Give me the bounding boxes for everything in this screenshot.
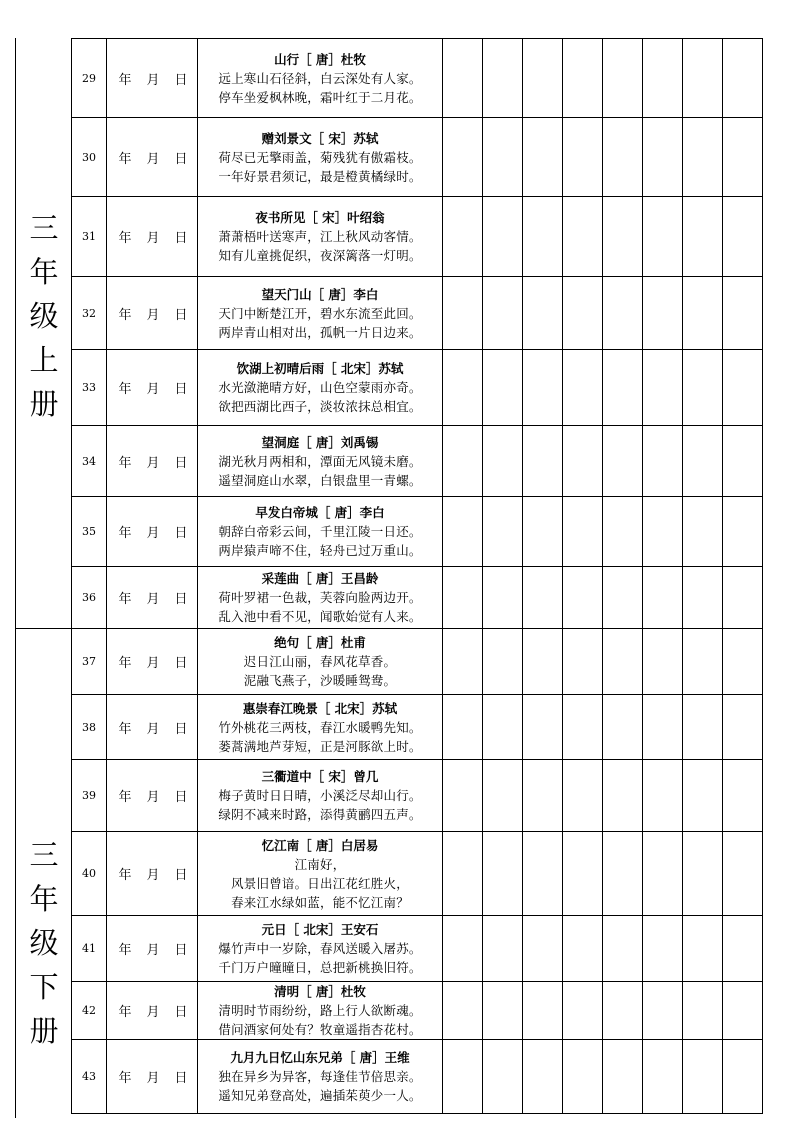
date-month-label: 月 (146, 868, 160, 883)
date-cell[interactable] (107, 629, 198, 695)
date-cell[interactable] (107, 197, 198, 277)
date-month-label: 月 (146, 382, 160, 397)
check-cell[interactable] (523, 426, 563, 497)
date-cell[interactable] (107, 982, 198, 1040)
check-cell[interactable] (643, 118, 683, 197)
date-month-label: 月 (146, 72, 160, 88)
check-cell[interactable] (603, 760, 643, 832)
row-number: 39 (72, 760, 107, 832)
check-cell[interactable] (643, 197, 683, 277)
date-day-label: 日 (174, 656, 188, 671)
poem-title: 清明［ 唐］杜牧 (274, 984, 366, 999)
check-cell[interactable] (643, 426, 683, 497)
check-cell[interactable] (603, 567, 643, 629)
check-cell[interactable] (483, 832, 523, 916)
check-cell[interactable] (563, 982, 603, 1040)
table-row (72, 497, 763, 567)
poem-cell (198, 760, 443, 832)
date-cell[interactable] (107, 39, 198, 118)
check-cell[interactable] (563, 1040, 603, 1114)
date-month-label: 月 (146, 1005, 160, 1020)
check-cell[interactable] (643, 760, 683, 832)
check-cell[interactable] (523, 497, 563, 567)
check-cell[interactable] (603, 832, 643, 916)
date-day-label: 日 (174, 868, 188, 883)
check-cell[interactable] (683, 760, 723, 832)
check-cell[interactable] (443, 695, 483, 760)
check-cell[interactable] (723, 118, 763, 197)
check-cell[interactable] (603, 118, 643, 197)
check-cell[interactable] (523, 832, 563, 916)
check-cell[interactable] (683, 426, 723, 497)
date-day-label: 日 (174, 943, 188, 958)
poem-line: 荷叶罗裙一色裁，芙蓉向脸两边开。 (218, 590, 422, 605)
check-cell[interactable] (443, 497, 483, 567)
table-row (72, 916, 763, 982)
check-cell[interactable] (723, 197, 763, 277)
poem-line: 春来江水绿如蓝，能不忆江南？ (231, 894, 409, 910)
check-cell[interactable] (443, 629, 483, 695)
date-month-label: 月 (146, 307, 160, 323)
check-cell[interactable] (603, 497, 643, 567)
poem-line: 水光潋滟晴方好，山色空蒙雨亦奇。 (218, 380, 422, 395)
date-year-label: 年 (118, 943, 132, 958)
section-label-lower (26, 833, 62, 1053)
poem-line: 停车坐爱枫林晚，霜叶红于二月花。 (218, 89, 422, 105)
check-cell[interactable] (523, 629, 563, 695)
check-cell[interactable] (483, 1040, 523, 1114)
poem-cell (198, 497, 443, 567)
poem-cell (198, 629, 443, 695)
left-border-line (15, 38, 16, 1118)
check-cell[interactable] (603, 916, 643, 982)
check-cell[interactable] (723, 350, 763, 426)
row-number: 33 (72, 350, 107, 426)
check-cell[interactable] (683, 982, 723, 1040)
check-cell[interactable] (443, 982, 483, 1040)
date-year-label: 年 (118, 382, 132, 397)
check-cell[interactable] (643, 695, 683, 760)
date-month-label: 月 (146, 721, 160, 737)
check-cell[interactable] (483, 760, 523, 832)
table-row (72, 197, 763, 277)
check-cell[interactable] (483, 350, 523, 426)
row-number: 43 (72, 1040, 107, 1114)
poem-line: 借问酒家何处有？牧童遥指杏花村。 (218, 1022, 422, 1037)
poem-line: 乱入池中看不见，闻歌始觉有人来。 (218, 609, 422, 624)
date-cell[interactable] (107, 832, 198, 916)
poem-title: 九月九日忆山东兄弟［ 唐］王维 (230, 1050, 410, 1065)
date-year-label: 年 (118, 455, 132, 471)
check-cell[interactable] (483, 39, 523, 118)
check-cell[interactable] (523, 760, 563, 832)
check-cell[interactable] (683, 916, 723, 982)
date-year-label: 年 (118, 1005, 132, 1020)
table-row (72, 695, 763, 760)
check-cell[interactable] (683, 197, 723, 277)
table-row (72, 39, 763, 118)
check-cell[interactable] (563, 832, 603, 916)
check-cell[interactable] (563, 567, 603, 629)
poem-title: 夜书所见［ 宋］叶绍翁 (255, 210, 385, 225)
date-month-label: 月 (146, 231, 160, 246)
date-day-label: 日 (174, 307, 188, 323)
date-day-label: 日 (174, 72, 188, 88)
date-cell[interactable] (107, 1040, 198, 1114)
check-cell[interactable] (643, 916, 683, 982)
date-day-label: 日 (174, 455, 188, 471)
row-number: 30 (72, 118, 107, 197)
poem-line: 迟日江山丽，春风花草香。 (243, 654, 397, 669)
poem-line: 千门万户曈曈日，总把新桃换旧符。 (218, 960, 422, 975)
row-number: 35 (72, 497, 107, 567)
check-cell[interactable] (643, 982, 683, 1040)
date-month-label: 月 (146, 656, 160, 671)
section-label-char: 年 (29, 882, 59, 916)
poem-line: 朝辞白帝彩云间，千里江陵一日还。 (218, 524, 422, 539)
check-cell[interactable] (563, 695, 603, 760)
table-row (72, 760, 763, 832)
date-cell[interactable] (107, 916, 198, 982)
poem-line: 蒌蒿满地芦芽短，正是河豚欲上时。 (218, 738, 422, 754)
poem-cell (198, 277, 443, 350)
date-year-label: 年 (118, 526, 132, 541)
check-cell[interactable] (643, 629, 683, 695)
date-year-label: 年 (118, 790, 132, 805)
section-label-char: 下 (29, 970, 59, 1004)
poem-title: 山行［ 唐］杜牧 (274, 51, 366, 67)
check-cell[interactable] (603, 629, 643, 695)
section-label-char: 级 (29, 926, 59, 960)
poem-title: 望洞庭［ 唐］刘禹锡 (261, 434, 379, 450)
check-cell[interactable] (443, 39, 483, 118)
check-cell[interactable] (723, 982, 763, 1040)
check-cell[interactable] (523, 567, 563, 629)
poem-line: 萧萧梧叶送寒声，江上秋风动客情。 (218, 229, 422, 244)
check-cell[interactable] (563, 197, 603, 277)
reading-log-table (71, 38, 763, 1114)
check-cell[interactable] (443, 1040, 483, 1114)
check-cell[interactable] (563, 426, 603, 497)
check-cell[interactable] (443, 118, 483, 197)
table-row (72, 118, 763, 197)
date-year-label: 年 (118, 592, 132, 607)
check-cell[interactable] (483, 426, 523, 497)
check-cell[interactable] (683, 629, 723, 695)
check-cell[interactable] (603, 197, 643, 277)
table-row (72, 426, 763, 497)
section-label-upper (26, 206, 62, 426)
check-cell[interactable] (523, 39, 563, 118)
check-cell[interactable] (643, 350, 683, 426)
poem-title: 绝句［ 唐］杜甫 (274, 635, 366, 650)
date-month-label: 月 (146, 526, 160, 541)
check-cell[interactable] (563, 760, 603, 832)
check-cell[interactable] (563, 350, 603, 426)
poem-line: 独在异乡为异客，每逢佳节倍思亲。 (218, 1069, 422, 1084)
check-cell[interactable] (443, 277, 483, 350)
table-row (72, 567, 763, 629)
check-cell[interactable] (563, 39, 603, 118)
date-year-label: 年 (118, 307, 132, 323)
section-divider (15, 628, 72, 629)
date-month-label: 月 (146, 943, 160, 958)
poem-line: 两岸青山相对出，孤帆一片日边来。 (218, 324, 422, 340)
poem-title: 饮湖上初晴后雨［ 北宋］苏轼 (236, 361, 404, 376)
row-number: 29 (72, 39, 107, 118)
row-number: 40 (72, 832, 107, 916)
poem-line: 欲把西湖比西子，淡妆浓抹总相宜。 (218, 399, 422, 414)
date-year-label: 年 (118, 721, 132, 737)
poem-line: 知有儿童挑促织，夜深篱落一灯明。 (218, 248, 422, 263)
check-cell[interactable] (483, 567, 523, 629)
date-month-label: 月 (146, 592, 160, 607)
poem-cell (198, 350, 443, 426)
date-day-label: 日 (174, 151, 188, 167)
check-cell[interactable] (483, 916, 523, 982)
poem-line: 泥融飞燕子，沙暖睡鸳鸯。 (243, 673, 397, 688)
poem-cell (198, 567, 443, 629)
section-label-char: 三 (29, 838, 59, 872)
check-cell[interactable] (483, 497, 523, 567)
poem-line: 爆竹声中一岁除，春风送暖入屠苏。 (218, 941, 422, 956)
poem-cell (198, 1040, 443, 1114)
check-cell[interactable] (723, 1040, 763, 1114)
check-cell[interactable] (683, 118, 723, 197)
poem-line: 一年好景君须记，最是橙黄橘绿时。 (218, 168, 422, 184)
poem-title: 三衢道中［ 宋］曾几 (261, 769, 379, 784)
date-month-label: 月 (146, 1071, 160, 1086)
check-cell[interactable] (563, 629, 603, 695)
poem-cell (198, 39, 443, 118)
date-month-label: 月 (146, 455, 160, 471)
poem-line: 遥知兄弟登高处，遍插茱萸少一人。 (218, 1088, 422, 1103)
poem-cell (198, 832, 443, 916)
poem-line: 湖光秋月两相和，潭面无风镜未磨。 (218, 453, 422, 469)
poem-title: 望天门山［ 唐］李白 (261, 286, 379, 302)
check-cell[interactable] (443, 567, 483, 629)
poem-line: 竹外桃花三两枝，春江水暖鸭先知。 (218, 719, 422, 735)
check-cell[interactable] (443, 760, 483, 832)
check-cell[interactable] (723, 39, 763, 118)
check-cell[interactable] (443, 832, 483, 916)
check-cell[interactable] (683, 695, 723, 760)
check-cell[interactable] (683, 277, 723, 350)
check-cell[interactable] (723, 497, 763, 567)
check-cell[interactable] (603, 350, 643, 426)
check-cell[interactable] (603, 39, 643, 118)
check-cell[interactable] (643, 832, 683, 916)
check-cell[interactable] (523, 1040, 563, 1114)
date-cell[interactable] (107, 760, 198, 832)
check-cell[interactable] (643, 497, 683, 567)
check-cell[interactable] (603, 1040, 643, 1114)
poem-cell (198, 695, 443, 760)
check-cell[interactable] (723, 426, 763, 497)
check-cell[interactable] (603, 277, 643, 350)
date-year-label: 年 (118, 231, 132, 246)
poem-line: 清明时节雨纷纷，路上行人欲断魂。 (218, 1003, 422, 1018)
check-cell[interactable] (723, 695, 763, 760)
date-day-label: 日 (174, 721, 188, 737)
date-month-label: 月 (146, 151, 160, 167)
check-cell[interactable] (483, 118, 523, 197)
check-cell[interactable] (683, 832, 723, 916)
check-cell[interactable] (603, 982, 643, 1040)
poem-line: 两岸猿声啼不住，轻舟已过万重山。 (218, 543, 422, 558)
table-row (72, 982, 763, 1040)
date-day-label: 日 (174, 526, 188, 541)
check-cell[interactable] (603, 695, 643, 760)
date-day-label: 日 (174, 1005, 188, 1020)
section-label-char: 年 (29, 255, 59, 289)
check-cell[interactable] (523, 118, 563, 197)
check-cell[interactable] (723, 277, 763, 350)
check-cell[interactable] (483, 982, 523, 1040)
row-number: 38 (72, 695, 107, 760)
check-cell[interactable] (683, 350, 723, 426)
section-label-char: 册 (29, 1014, 59, 1048)
poem-cell (198, 197, 443, 277)
date-day-label: 日 (174, 382, 188, 397)
check-cell[interactable] (643, 39, 683, 118)
check-cell[interactable] (443, 197, 483, 277)
date-cell[interactable] (107, 277, 198, 350)
date-cell[interactable] (107, 426, 198, 497)
row-number: 41 (72, 916, 107, 982)
date-cell[interactable] (107, 567, 198, 629)
row-number: 36 (72, 567, 107, 629)
check-cell[interactable] (723, 629, 763, 695)
check-cell[interactable] (683, 497, 723, 567)
table-row (72, 350, 763, 426)
poem-line: 梅子黄时日日晴，小溪泛尽却山行。 (218, 788, 422, 803)
poem-title: 元日［ 北宋］王安石 (261, 922, 379, 937)
section-label-char: 级 (29, 299, 59, 333)
poem-title: 赠刘景文［ 宋］苏轼 (261, 130, 379, 146)
check-cell[interactable] (483, 629, 523, 695)
poem-title: 采莲曲［ 唐］王昌龄 (261, 571, 379, 586)
check-cell[interactable] (483, 277, 523, 350)
date-month-label: 月 (146, 790, 160, 805)
check-cell[interactable] (683, 1040, 723, 1114)
poem-line: 遥望洞庭山水翠，白银盘里一青螺。 (218, 472, 422, 488)
check-cell[interactable] (483, 197, 523, 277)
check-cell[interactable] (483, 695, 523, 760)
date-year-label: 年 (118, 72, 132, 88)
row-number: 31 (72, 197, 107, 277)
poem-line: 风景旧曾谙。日出江花红胜火， (231, 875, 409, 891)
check-cell[interactable] (523, 916, 563, 982)
check-cell[interactable] (523, 350, 563, 426)
check-cell[interactable] (523, 197, 563, 277)
check-cell[interactable] (723, 916, 763, 982)
poem-cell (198, 426, 443, 497)
row-number: 37 (72, 629, 107, 695)
date-cell[interactable] (107, 497, 198, 567)
poem-cell (198, 916, 443, 982)
check-cell[interactable] (563, 118, 603, 197)
poem-line: 荷尽已无擎雨盖，菊残犹有傲霜枝。 (218, 149, 422, 165)
poem-line: 绿阴不减来时路，添得黄鹂四五声。 (218, 807, 422, 822)
date-cell[interactable] (107, 118, 198, 197)
check-cell[interactable] (523, 695, 563, 760)
check-cell[interactable] (523, 277, 563, 350)
date-day-label: 日 (174, 592, 188, 607)
date-cell[interactable] (107, 695, 198, 760)
table-row (72, 832, 763, 916)
poem-cell (198, 982, 443, 1040)
row-number: 34 (72, 426, 107, 497)
date-day-label: 日 (174, 231, 188, 246)
date-day-label: 日 (174, 1071, 188, 1086)
check-cell[interactable] (683, 567, 723, 629)
check-cell[interactable] (643, 1040, 683, 1114)
check-cell[interactable] (563, 916, 603, 982)
row-number: 32 (72, 277, 107, 350)
check-cell[interactable] (683, 39, 723, 118)
check-cell[interactable] (443, 426, 483, 497)
check-cell[interactable] (563, 497, 603, 567)
poem-title: 早发白帝城［ 唐］李白 (255, 505, 385, 520)
section-label-char: 册 (29, 387, 59, 421)
section-label-char: 上 (29, 343, 59, 377)
date-cell[interactable] (107, 350, 198, 426)
check-cell[interactable] (643, 567, 683, 629)
date-year-label: 年 (118, 868, 132, 883)
poem-title: 忆江南［ 唐］白居易 (261, 837, 379, 853)
check-cell[interactable] (563, 277, 603, 350)
check-cell[interactable] (603, 426, 643, 497)
check-cell[interactable] (723, 832, 763, 916)
date-day-label: 日 (174, 790, 188, 805)
row-number: 42 (72, 982, 107, 1040)
poem-line: 天门中断楚江开，碧水东流至此回。 (218, 305, 422, 321)
poem-line: 远上寒山石径斜，白云深处有人家。 (218, 70, 422, 86)
check-cell[interactable] (723, 760, 763, 832)
check-cell[interactable] (723, 567, 763, 629)
check-cell[interactable] (523, 982, 563, 1040)
table-row (72, 629, 763, 695)
date-year-label: 年 (118, 151, 132, 167)
poem-cell (198, 118, 443, 197)
section-label-char: 三 (29, 211, 59, 245)
check-cell[interactable] (443, 916, 483, 982)
poem-line: 江南好， (294, 856, 346, 872)
poem-title: 惠崇春江晚景［ 北宋］苏轼 (242, 700, 398, 716)
table-row (72, 277, 763, 350)
date-year-label: 年 (118, 1071, 132, 1086)
check-cell[interactable] (643, 277, 683, 350)
date-year-label: 年 (118, 656, 132, 671)
table-row (72, 1040, 763, 1114)
check-cell[interactable] (443, 350, 483, 426)
